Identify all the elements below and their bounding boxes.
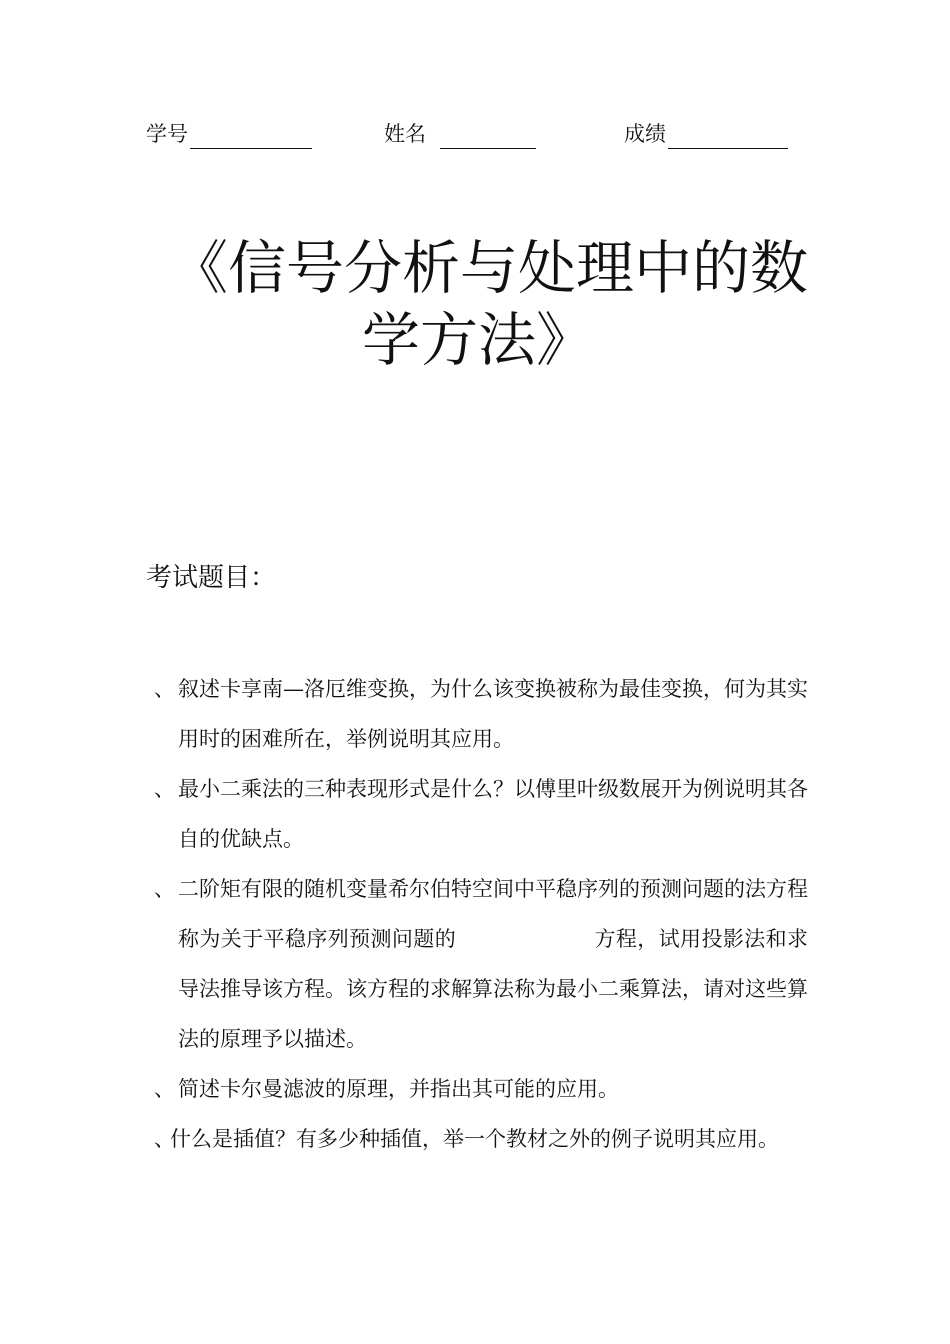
question-text: 最小二乘法的三种表现形式是什么？以傅里叶级数展开为例说明其各自的优缺点。 [178,777,808,851]
question-text: 叙述卡享南—洛厄维变换，为什么该变换被称为最佳变换，何为其实用时的困难所在，举例说明其应用。 [178,677,808,751]
name-field [384,118,536,149]
title-line-1: 《信号分析与处理中的数 [170,234,809,302]
question-mark: 、 [154,677,175,701]
question-list [0,664,950,1164]
question-mark: 、 [154,877,175,901]
question-item [0,664,950,764]
question-item [0,1114,950,1164]
score-label: 成绩 [624,122,666,146]
question-text: 什么是插值？有多少种插值，举一个教材之外的例子说明其应用。 [170,1127,779,1151]
name-label: 姓名 [384,122,426,146]
score-field [624,118,788,149]
student-id-label: 学号 [146,122,188,146]
exam-header [0,118,950,154]
question-mark: 、 [154,1127,175,1151]
title-line-2: 学方法》 [362,306,595,374]
question-item [0,1064,950,1114]
question-mark: 、 [154,777,175,801]
question-text-before-gap: 二阶矩有限的随机变量希尔伯特空间中平稳序列的预测问题的法方程称为关于平稳序列预测问题的 [178,877,808,951]
question-item [0,864,950,1064]
question-text [178,864,808,1064]
section-heading: 考试题目： [146,563,277,593]
document-title [170,232,809,376]
name-blank [440,118,536,149]
score-blank [668,118,788,149]
question-mark: 、 [154,1077,175,1101]
question-item [0,764,950,864]
student-id-field [146,118,312,149]
question-text-after-gap: 方程，试用投影法和求导法推导该方程。该方程的求解算法称为最小二乘算法，请对这些算法的原理予以描述。 [178,927,809,1051]
student-id-blank [190,118,312,149]
question-text: 简述卡尔曼滤波的原理，并指出其可能的应用。 [178,1077,619,1101]
